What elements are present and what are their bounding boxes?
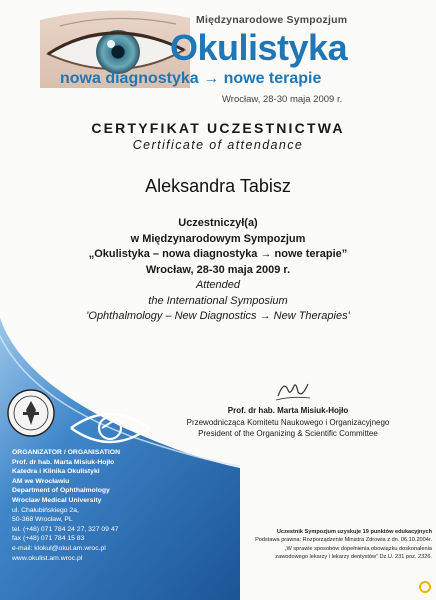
signatory-name: Prof. dr hab. Marta Misiuk-Hojło: [227, 406, 349, 415]
signatory-block: [0, 405, 436, 440]
organizer-address-line-1: ul. Chałubińskiego 2a,: [12, 506, 79, 514]
organizer-email: e-mail: klokul@okul.am.wroc.pl: [12, 544, 106, 552]
statement-pl-line-3: „Okulistyka – nowa diagnostyka → nowe terapie”: [88, 248, 348, 260]
corner-mark-icon: [418, 580, 432, 594]
organizer-address-line-2: 50-368 Wrocław, PL: [12, 516, 73, 524]
footer-line-3: „W sprawie sposobów dopełnienia obowiązku doskonalenia: [284, 545, 432, 552]
organizer-line: Wroclaw Medical University: [12, 496, 102, 504]
signatory-role-pl: Przewodnicząca Komitetu Naukowego i Organizacyjnego: [186, 417, 390, 427]
symposium-title: Okulistyka: [170, 27, 348, 68]
organizer-line: Katedra i Klinika Okulistyki: [12, 468, 100, 476]
footer-line-1: Uczestnik Sympozjum uzyskuje 19 punktów edukacyjnych: [276, 529, 432, 535]
signatory-role-en: President of the Organizing & Scientific Committee: [198, 429, 378, 438]
statement-en-line-1: Attended: [195, 279, 241, 291]
statement-en-line-3: 'Ophthalmology – New Diagnostics → New Therapies': [86, 310, 350, 322]
handwritten-signature-icon: [272, 376, 312, 404]
symposium-label: Międzynarodowe Sympozjum: [196, 14, 348, 26]
certificate-subtitle: Certificate of attendance: [132, 138, 304, 152]
statement-pl-line-1: Uczestniczył(a): [178, 217, 258, 229]
recipient-name: Aleksandra Tabisz: [145, 176, 291, 196]
symposium-date: Wrocław, 28-30 maja 2009 r.: [222, 94, 343, 105]
credit-points-note: [236, 528, 432, 562]
footer-line-4: zawodowego lekarzy i lekarzy dentystów” Dz.U. 231 poz. 2326.: [275, 554, 432, 561]
organizer-website: www.okulist.am.wroc.pl: [12, 554, 83, 562]
organizer-line: Department of Ophthalmology: [12, 487, 110, 495]
organizer-line: Prof. dr hab. Marta Misiuk-Hojło: [12, 458, 115, 466]
statement-pl-line-4: Wrocław, 28-30 maja 2009 r.: [145, 263, 291, 276]
footer-line-2: Podstawa prawna: Rozporządzenie Ministra Zdrowia z dn. 06.10.2004r.: [255, 537, 432, 544]
certificate-title: CERTYFIKAT UCZESTNICTWA: [91, 120, 345, 136]
statement-pl-line-2: w Międzynarodowym Sympozjum: [130, 232, 306, 245]
organizer-fax: fax (+48) 071 784 15 83: [12, 535, 85, 543]
organizer-block: [12, 448, 212, 563]
attendance-statement: [0, 216, 436, 325]
organizer-line: AM we Wrocławiu: [12, 477, 70, 485]
symposium-subtitle: nowa diagnostyka → nowe terapie: [60, 70, 322, 87]
statement-en-line-2: the International Symposium: [148, 294, 288, 307]
organizer-heading: ORGANIZATOR / ORGANISATION: [12, 449, 120, 456]
organizer-phone: tel. (+48) 071 784 24 27, 327 09 47: [12, 525, 119, 533]
